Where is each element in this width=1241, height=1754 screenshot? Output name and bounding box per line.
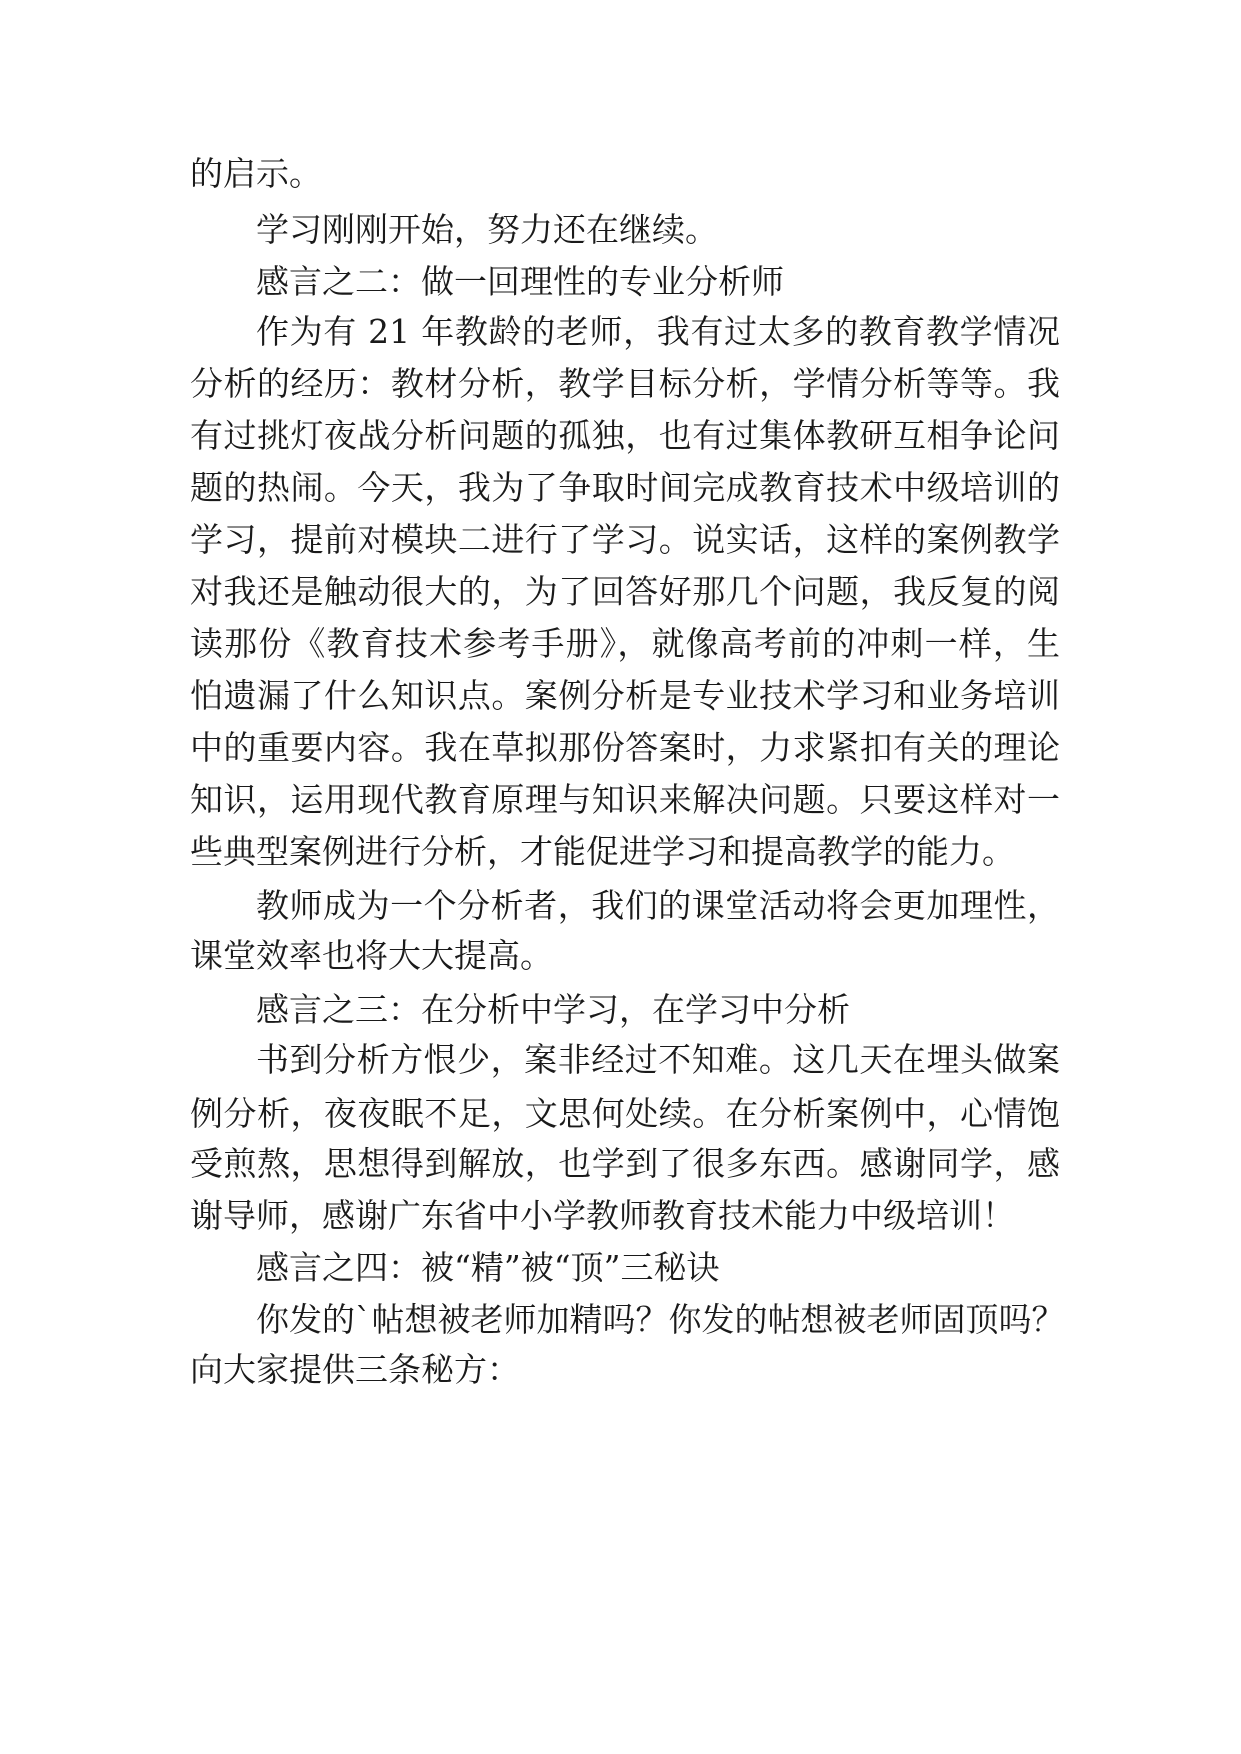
- text-line: 读那份《教育技术参考手册》，就像高考前的冲刺一样，生: [190, 624, 1060, 663]
- text-line: 你发的`帖想被老师加精吗？你发的帖想被老师固顶吗？: [256, 1300, 1065, 1339]
- text-line: 谢导师，感谢广东省中小学教师教育技术能力中级培训！: [190, 1196, 1015, 1235]
- text-line: 对我还是触动很大的，为了回答好那几个问题，我反复的阅: [190, 572, 1060, 611]
- text-line: 中的重要内容。我在草拟那份答案时，力求紧扣有关的理论: [190, 728, 1060, 767]
- text-line: 知识，运用现代教育原理与知识来解决问题。只要这样对一: [190, 780, 1060, 819]
- text-line: 有过挑灯夜战分析问题的孤独，也有过集体教研互相争论问: [190, 416, 1060, 455]
- text-line: 感言之二：做一回理性的专业分析师: [256, 262, 784, 301]
- text-line: 些典型案例进行分析，才能促进学习和提高教学的能力。: [190, 832, 1015, 871]
- text-line: 课堂效率也将大大提高。: [190, 936, 553, 975]
- text-line: 学习刚刚开始，努力还在继续。: [256, 210, 718, 249]
- text-line: 的启示。: [190, 154, 322, 193]
- text-line: 感言之四：被“精”被“顶”三秘诀: [256, 1248, 720, 1287]
- text-line: 向大家提供三条秘方：: [190, 1350, 520, 1389]
- text-line: 分析的经历：教材分析，教学目标分析，学情分析等等。我: [190, 364, 1060, 403]
- text-line: 题的热闹。今天，我为了争取时间完成教育技术中级培训的: [190, 468, 1060, 507]
- text-line: 学习，提前对模块二进行了学习。说实话，这样的案例教学: [190, 520, 1060, 559]
- text-line: 怕遗漏了什么知识点。案例分析是专业技术学习和业务培训: [190, 676, 1060, 715]
- text-line: 教师成为一个分析者，我们的课堂活动将会更加理性，: [256, 886, 1060, 925]
- text-line: 作为有 21 年教龄的老师，我有过太多的教育教学情况: [256, 312, 1060, 351]
- text-line: 书到分析方恨少，案非经过不知难。这几天在埋头做案: [256, 1040, 1060, 1079]
- text-line: 受煎熬，思想得到解放，也学到了很多东西。感谢同学，感: [190, 1144, 1060, 1183]
- text-line: 感言之三：在分析中学习，在学习中分析: [256, 990, 850, 1029]
- text-line: 例分析，夜夜眠不足，文思何处续。在分析案例中，心情饱: [190, 1094, 1060, 1133]
